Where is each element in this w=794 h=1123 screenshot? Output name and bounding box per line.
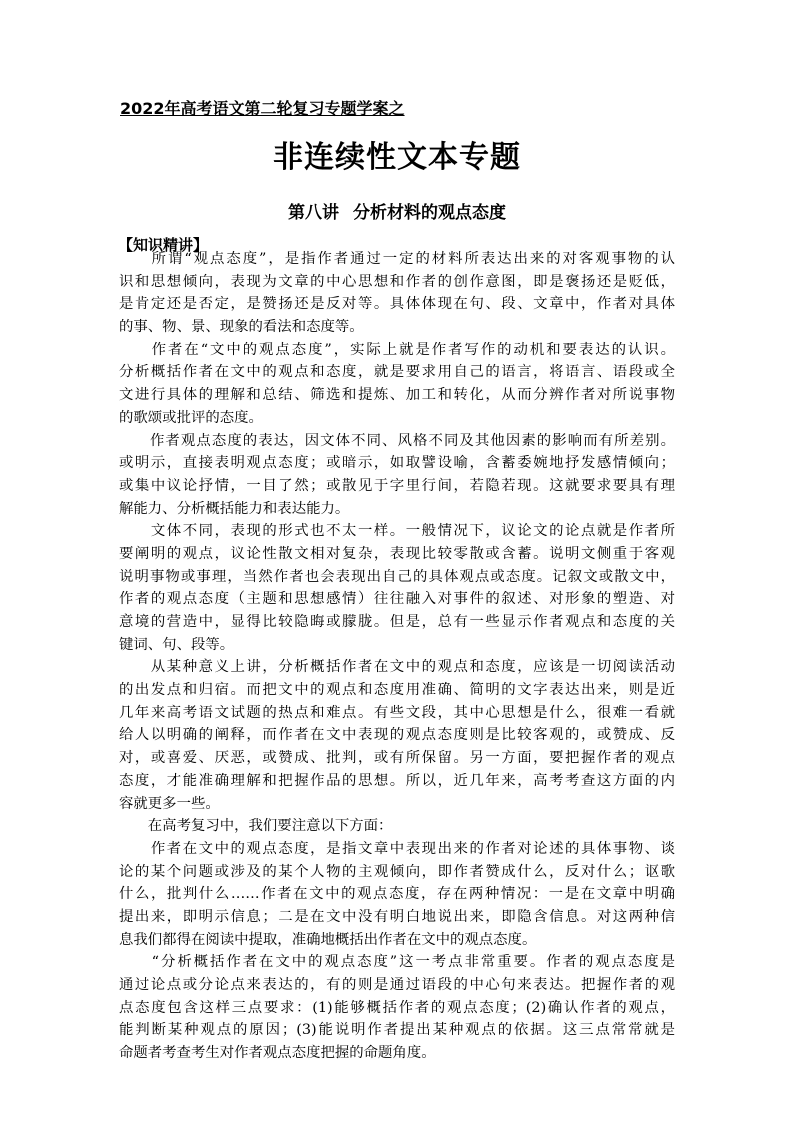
body-line: 给人以明确的阐释，而作者在文中表现的观点态度则是比较客观的，或赞成、反 [119,727,675,744]
body-line: 论的某个问题或涉及的某个人物的主观倾向，即作者赞成什么，反对什么；讴歌 [119,863,675,880]
body-line: 作者观点态度的表达，因文体不同、风格不同及其他因素的影响而有所差别。 [119,432,675,449]
document-header: 2022年高考语文第二轮复习专题学案之 [120,99,405,118]
lecture-title: 分析材料的观点态度 [353,203,506,223]
body-line: 作者在文中的观点态度，是指文章中表现出来的作者对论述的具体事物、谈 [119,840,675,857]
body-line: 作者在“文中的观点态度”，实际上就是作者写作的动机和要表达的认识。 [119,341,675,358]
body-line: 命题者考查考生对作者观点态度把握的命题角度。 [119,1045,436,1062]
body-line: 几年来高考语文试题的热点和难点。有些文段，其中心思想是什么，很难一看就 [119,704,675,721]
body-line: 分析概括作者在文中的观点和态度，就是要求用自己的语言，将语言、语段或全 [119,364,675,381]
body-line: 作者的观点态度（主题和思想感情）往往融入对事件的叙述、对形象的塑造、对 [119,591,675,608]
body-line: 的歌颂或批评的态度。 [119,409,263,426]
body-line: 的出发点和归宿。而把文中的观点和态度用准确、简明的文字表达出来，则是近 [119,682,675,699]
body-text [119,248,675,1065]
body-line: 从某种意义上讲，分析概括作者在文中的观点和态度，应该是一切阅读活动 [119,659,675,676]
body-line: 容就更多一些。 [119,795,220,812]
body-line: 解能力、分析概括能力和表达能力。 [119,500,350,517]
body-line: 对，或喜爱、厌恶，或赞成、批判，或有所保留。另一方面，要把握作者的观点 [119,750,675,767]
section-label: 【知识精讲】 [118,236,209,254]
body-line: 意境的营造中，显得比较隐晦或朦胧。但是，总有一些显示作者观点和态度的关 [119,614,675,630]
body-line: 息我们都得在阅读中提取，准确地概括出作者在文中的观点态度。 [119,931,537,948]
body-line: 键词、句、段等。 [119,636,235,653]
lecture-number: 第八讲 [288,203,339,223]
body-line: 或明示，直接表明观点态度；或暗示，如取譬设喻，含蓄委婉地抒发感情倾向； [119,455,675,472]
body-line: 或集中议论抒情，一目了然；或散见于字里行间，若隐若现。这就要求要具有理 [119,477,675,494]
body-line: 能判断某种观点的原因；(3)能说明作者提出某种观点的依据。这三点常常就是 [119,1022,675,1039]
document-title: 非连续性文本专题 [273,140,521,175]
body-line: 文体不同，表现的形式也不太一样。一般情况下，议论文的论点就是作者所 [119,523,675,540]
lecture-heading [0,198,794,223]
body-line: 文进行具体的理解和总结、筛选和提炼、加工和转化，从而分辨作者对所说事物 [119,387,675,404]
body-line: 通过论点或分论点来表达的，有的则是通过语段的中心句来表达。把握作者的观 [119,977,675,993]
body-line: 识和思想倾向，表现为文章的中心思想和作者的创作意图，即是褒扬还是贬低， [119,273,675,290]
body-line: 所谓“观点态度”，是指作者通过一定的材料所表达出来的对客观事物的认 [119,251,675,267]
body-line: 说明事物或事理，当然作者也会表现出自己的具体观点或态度。记叙文或散文中， [119,568,675,585]
body-line: “分析概括作者在文中的观点态度”这一考点非常重要。作者的观点态度是 [119,954,675,971]
body-line: 是肯定还是否定，是赞扬还是反对等。具体体现在句、段、文章中，作者对具体 [119,296,675,313]
body-line: 要阐明的观点，议论性散文相对复杂，表现比较零散或含蓄。说明文侧重于客观 [119,545,675,562]
body-line: 什么，批判什么……作者在文中的观点态度，存在两种情况：一是在文章中明确 [119,886,675,903]
body-line: 在高考复习中，我们要注意以下方面： [119,818,393,835]
body-line: 态度，才能准确理解和把握作品的思想。所以，近几年来，高考考查这方面的内 [119,772,675,789]
body-line: 提出来，即明示信息；二是在文中没有明白地说出来，即隐含信息。对这两种信 [119,908,675,925]
body-line: 点态度包含这样三点要求：(1)能够概括作者的观点态度；(2)确认作者的观点， [119,999,675,1016]
body-line: 的事、物、景、现象的看法和态度等。 [119,319,364,336]
